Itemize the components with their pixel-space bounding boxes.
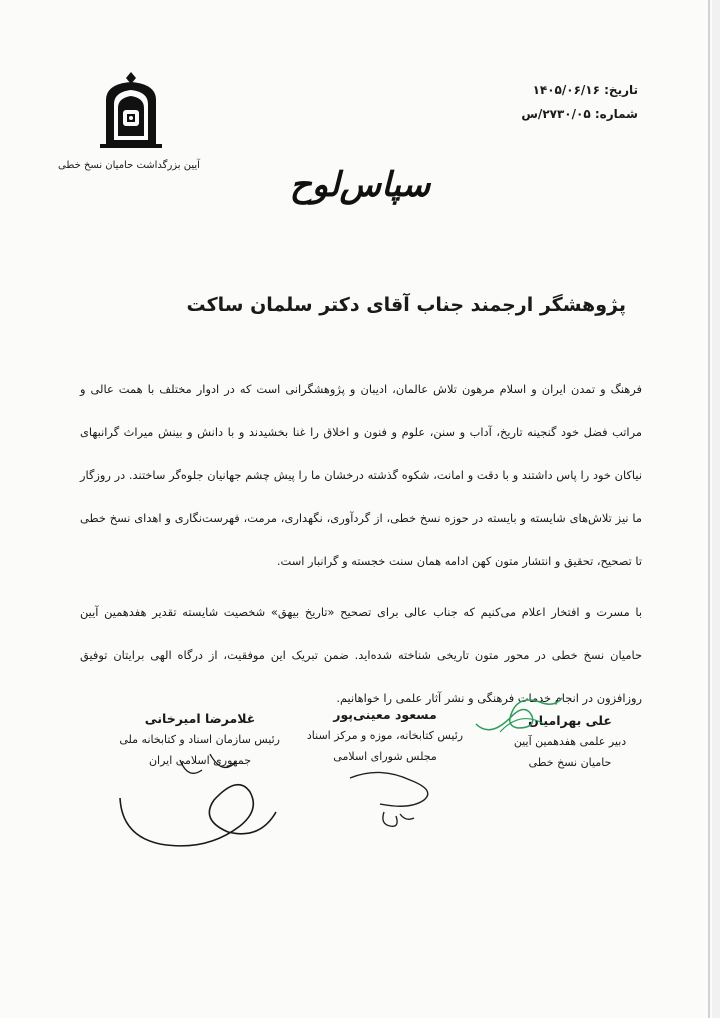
- certificate-title: سپاس‌لوح: [289, 165, 431, 205]
- signatory-title-line: مجلس شورای اسلامی: [333, 750, 437, 763]
- signatory-name: مسعود معینی‌پور: [333, 707, 437, 722]
- institution-logo-icon: [92, 70, 170, 150]
- page-edge: [712, 0, 720, 1018]
- signatory-title-line: رئیس کتابخانه، موزه و مرکز اسناد: [306, 729, 464, 742]
- signatory-title-line: جمهوری اسلامی ایران: [148, 754, 252, 767]
- logo-caption: آیین بزرگداشت حامیان نسخ خطی: [58, 160, 200, 171]
- signature-scribble-2: [340, 760, 450, 830]
- body-paragraph-1: فرهنگ و تمدن ایران و اسلام مرهون تلاش عالمان، ادیبان و پژوهشگرانی است که در ادوار مختلف با همت عالی و مراتب فضل خود گنجینه تاریخ، آداب و سنن، علوم و فنون و اخلاق را غنا بخشیدند و با دانش و بینش میراث گرانبهای نیاکان خود را پاس داشتند و با دقت و امانت، شکوه گذشته درخشان ما را پیش چشم جهانیان جلوه‌گر ساختند. در روزگار ما نیز تلاش‌های شایسته و بایسته در حوزه نسخ خطی، از گردآوری، نگهداری، مرمت، فهرست‌نگاری و اهدای نسخ خطی تا تصحیح، تحقیق و انتشار متون کهن ادامه همان سنت خجسته و گرانبار است.: [80, 382, 642, 568]
- number-value: ۲۷۳۰/۰۵/س: [521, 107, 591, 121]
- signatory-name: غلامرضا امیرخانی: [144, 711, 256, 726]
- signatory-title-line: حامیان نسخ خطی: [528, 756, 612, 769]
- date-value: ۱۴۰۵/۰۶/۱۶: [532, 83, 600, 97]
- number-row: [521, 102, 638, 126]
- certificate-body: [80, 368, 642, 720]
- document-meta: [521, 78, 638, 126]
- recipient-line: پژوهشگر ارجمند جناب آقای دکتر سلمان ساکت: [186, 294, 626, 316]
- signatory-title-line: رئیس سازمان اسناد و کتابخانه ملی: [119, 733, 280, 746]
- signatory-title-line: دبیر علمی هفدهمین آیین: [513, 735, 627, 748]
- body-paragraph-2: با مسرت و افتخار اعلام می‌کنیم که جناب عالی برای تصحیح «تاریخ بیهق» شخصیت شایسته تقدیر هفدهمین آیین حامیان نسخ خطی در محور متون تاریخی شناخته شده‌اید. ضمن تبریک این موفقیت، از درگاه الهی برایتان توفیق روزافزون در انجام خدمات فرهنگی و نشر آثار علمی را خواهانیم.: [80, 605, 642, 705]
- number-label: شماره:: [594, 107, 638, 121]
- page-edge-line: [708, 0, 710, 1018]
- signature-scribble-3: [110, 740, 290, 860]
- signatory-name: علی بهرامیان: [528, 713, 612, 728]
- signature-scribble-1: [470, 688, 570, 748]
- signatory-2: [300, 704, 470, 767]
- date-row: [521, 78, 638, 102]
- date-label: تاریخ:: [604, 83, 638, 97]
